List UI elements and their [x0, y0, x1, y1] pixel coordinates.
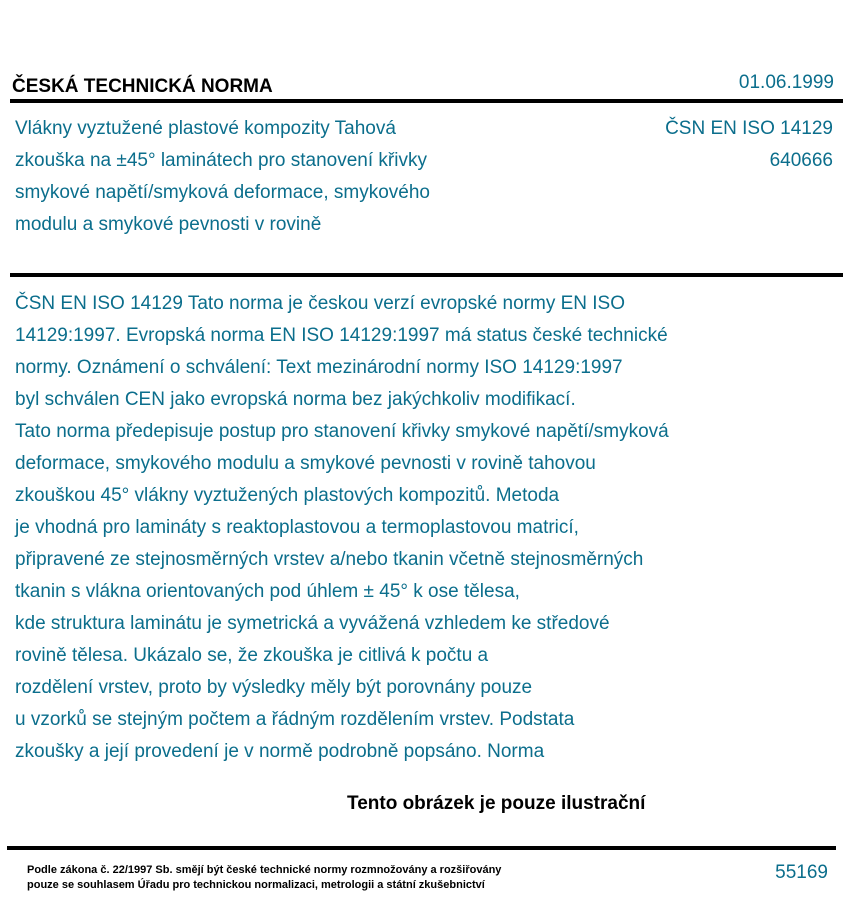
classification-number: 640666 — [769, 150, 833, 171]
standard-title-line: zkouška na ±45° laminátech pro stanovení křivky — [15, 150, 427, 171]
abstract-line: deformace, smykového modulu a smykové pevnosti v rovině tahovou — [15, 453, 596, 474]
illustration-note: Tento obrázek je pouze ilustrační — [347, 793, 646, 814]
document-header-title: ČESKÁ TECHNICKÁ NORMA — [12, 76, 273, 97]
abstract-line: kde struktura laminátu je symetrická a vyvážená vzhledem ke středové — [15, 613, 610, 634]
standard-title-line: Vlákny vyztužené plastové kompozity Tahová — [15, 118, 396, 139]
standard-title-line: modulu a smykové pevnosti v rovině — [15, 214, 322, 235]
publication-date: 01.06.1999 — [738, 72, 834, 93]
standard-code: ČSN EN ISO 14129 — [665, 118, 833, 139]
legal-notice-line: pouze se souhlasem Úřadu pro technickou normalizaci, metrologii a státní zkušebnictví — [27, 879, 485, 891]
section-divider — [10, 273, 843, 277]
abstract-line: byl schválen CEN jako evropská norma bez jakýchkoliv modifikací. — [15, 389, 576, 410]
abstract-line: tkanin s vlákna orientovaných pod úhlem ± 45° k ose tělesa, — [15, 581, 520, 602]
abstract-line: připravené ze stejnosměrných vrstev a/nebo tkanin včetně stejnosměrných — [15, 549, 644, 570]
abstract-line: rovině tělesa. Ukázalo se, že zkouška je citlivá k počtu a — [15, 645, 489, 666]
abstract-line: je vhodná pro lamináty s reaktoplastovou a termoplastovou matricí, — [15, 517, 579, 538]
abstract-line: zkoušky a její provedení je v normě podrobně popsáno. Norma — [15, 741, 545, 762]
abstract-line: zkouškou 45° vlákny vyztužených plastových kompozitů. Metoda — [15, 485, 560, 506]
abstract-line: 14129:1997. Evropská norma EN ISO 14129:1997 má status české technické — [15, 325, 668, 346]
standard-title-line: smykové napětí/smyková deformace, smykového — [15, 182, 431, 203]
abstract-line: ČSN EN ISO 14129 Tato norma je českou verzí evropské normy EN ISO — [15, 293, 626, 314]
abstract-line: Tato norma předepisuje postup pro stanovení křivky smykové napětí/smyková — [15, 421, 669, 442]
document-number: 55169 — [775, 862, 828, 883]
abstract-line: u vzorků se stejným počtem a řádným rozdělením vrstev. Podstata — [15, 709, 575, 730]
footer-divider — [7, 846, 836, 850]
abstract-line: normy. Oznámení o schválení: Text mezinárodní normy ISO 14129:1997 — [15, 357, 623, 378]
legal-notice-line: Podle zákona č. 22/1997 Sb. smějí být české technické normy rozmnožovány a rozšiřovány — [27, 864, 502, 876]
abstract-line: rozdělení vrstev, proto by výsledky měly být porovnány pouze — [15, 677, 533, 698]
header-divider — [10, 99, 843, 103]
